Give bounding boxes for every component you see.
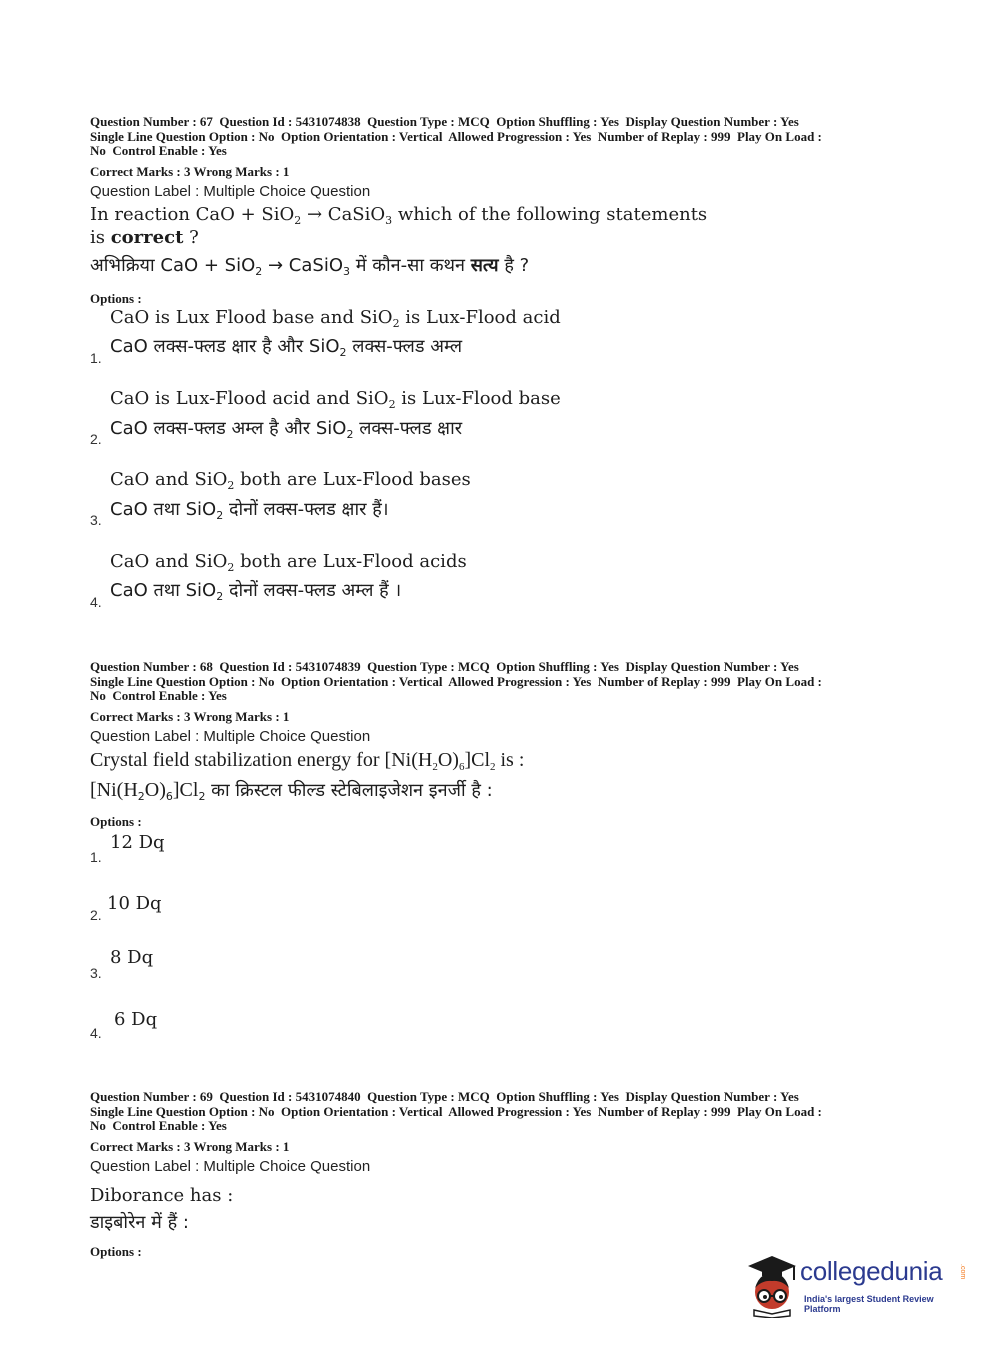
logo-domain: .com bbox=[959, 1264, 966, 1280]
q68-question-hi: $[Ni(H_2O)_6]Cl_2$ का क्रिस्टल फील्ड स्टेबिलाइजेशन इनर्जी है : bbox=[90, 779, 493, 803]
q69-question-en: Diborance has : bbox=[90, 1185, 234, 1206]
q67-question-hi: अभिक्रिया CaO + SiO$_2$ → CaSiO$_3$ में कौन-सा कथन सत्य है ? bbox=[90, 255, 530, 278]
q69-label: Question Label : Multiple Choice Question bbox=[90, 1158, 371, 1175]
q68-option-2-text: 10 Dq bbox=[107, 893, 162, 914]
collegedunia-logo bbox=[742, 1250, 972, 1318]
logo-tagline: India's largest Student Review Platform bbox=[804, 1294, 934, 1314]
q67-option-4-hi: CaO तथा SiO$_2$ दोनों लक्स-फ्लड अम्ल हैं । bbox=[110, 580, 402, 603]
q67-option-1-hi: CaO लक्स-फ्लड क्षार है और SiO$_2$ लक्स-फ्लड अम्ल bbox=[110, 336, 463, 359]
q67-option-3-en: CaO and SiO$_2$ both are Lux-Flood bases bbox=[110, 469, 471, 492]
q67-options-title: Options : bbox=[90, 291, 142, 306]
q68-option-3-text: 8 Dq bbox=[110, 947, 154, 968]
q68-option-4-number: 4. bbox=[90, 1025, 102, 1041]
q68-option-1-text: 12 Dq bbox=[110, 832, 165, 853]
q67-option-4-en: CaO and SiO$_2$ both are Lux-Flood acids bbox=[110, 551, 467, 574]
q69-question-hi: डाइबोरेन में हैं : bbox=[90, 1212, 189, 1233]
q67-option-2-en: CaO is Lux-Flood acid and SiO$_2$ is Lux-Flood base bbox=[110, 388, 561, 411]
q68-option-2-number: 2. bbox=[90, 907, 102, 923]
q68-meta: Question Number : 68 Question Id : 5431074839 Question Type : MCQ Option Shuffling : Yes Display Question Number : Yes Single Line Question Option : No Option Orientation : Vertical Allowed Progression : Yes Number of Replay : 999 Play On Load : No Control Enable : Yes bbox=[90, 659, 822, 704]
q67-option-3-hi: CaO तथा SiO$_2$ दोनों लक्स-फ्लड क्षार हैं। bbox=[110, 499, 389, 522]
q68-question-en: Crystal field stabilization energy for $[Ni(H_2O)_6]Cl_2$ is : bbox=[90, 749, 525, 773]
q68-label: Question Label : Multiple Choice Question bbox=[90, 728, 371, 745]
q69-options-title: Options : bbox=[90, 1244, 142, 1259]
q67-option-1-number: 1. bbox=[90, 350, 102, 366]
q67-meta: Question Number : 67 Question Id : 5431074838 Question Type : MCQ Option Shuffling : Yes Display Question Number : Yes Single Line Question Option : No Option Orientation : Vertical Allowed Progression : Yes Number of Replay : 999 Play On Load : No Control Enable : Yes bbox=[90, 114, 822, 159]
q67-option-2-hi: CaO लक्स-फ्लड अम्ल है और SiO$_2$ लक्स-फ्लड क्षार bbox=[110, 418, 463, 441]
q67-option-1-en: CaO is Lux Flood base and SiO$_2$ is Lux-Flood acid bbox=[110, 307, 561, 330]
q67-option-4-number: 4. bbox=[90, 594, 102, 610]
logo-name: collegedunia bbox=[800, 1256, 943, 1286]
q69-meta: Question Number : 69 Question Id : 5431074840 Question Type : MCQ Option Shuffling : Yes Display Question Number : Yes Single Line Question Option : No Option Orientation : Vertical Allowed Progression : Yes Number of Replay : 999 Play On Load : No Control Enable : Yes bbox=[90, 1089, 822, 1134]
q68-option-1-number: 1. bbox=[90, 849, 102, 865]
q69-marks: Correct Marks : 3 Wrong Marks : 1 bbox=[90, 1139, 290, 1154]
q67-marks: Correct Marks : 3 Wrong Marks : 1 bbox=[90, 164, 290, 179]
q68-option-4-text: 6 Dq bbox=[114, 1009, 158, 1030]
q68-option-3-number: 3. bbox=[90, 965, 102, 981]
q67-question-en-line1: In reaction CaO + SiO$_2$ → CaSiO$_3$ which of the following statements bbox=[90, 204, 708, 227]
q67-question-en-line2: is correct ? bbox=[90, 227, 199, 248]
q67-option-2-number: 2. bbox=[90, 431, 102, 447]
q68-options-title: Options : bbox=[90, 814, 142, 829]
mascot-icon bbox=[742, 1250, 800, 1318]
q67-label: Question Label : Multiple Choice Question bbox=[90, 183, 371, 200]
q68-marks: Correct Marks : 3 Wrong Marks : 1 bbox=[90, 709, 290, 724]
q67-option-3-number: 3. bbox=[90, 512, 102, 528]
